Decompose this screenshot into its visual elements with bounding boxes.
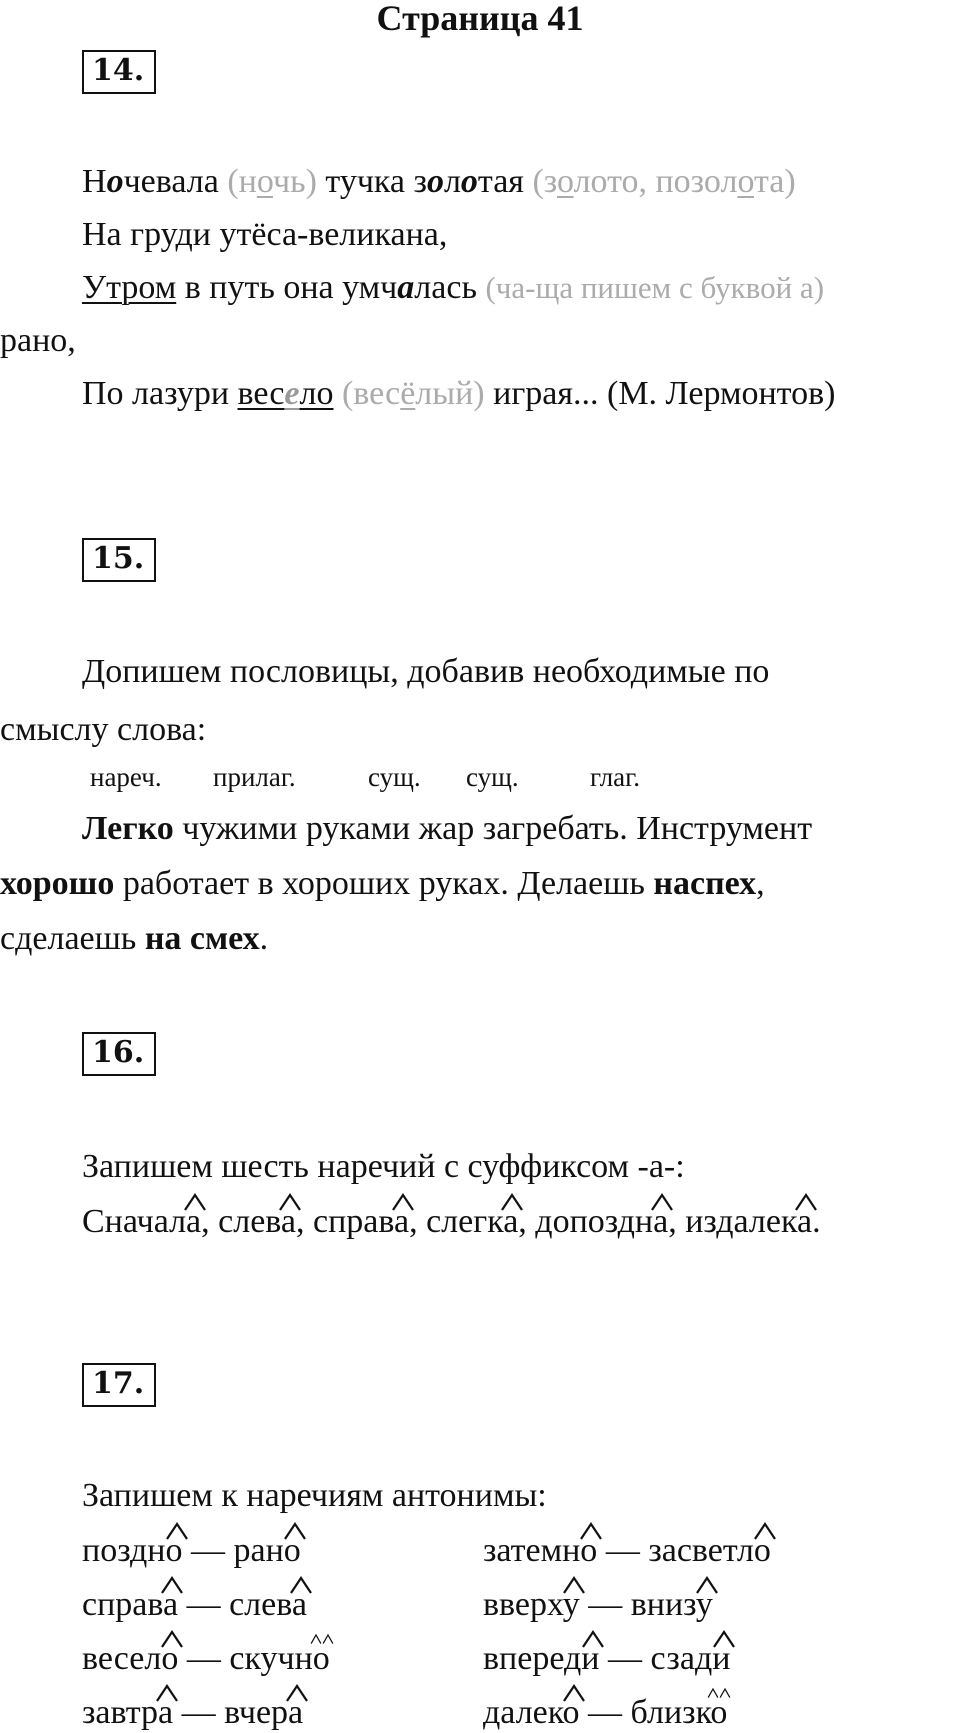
dash: — [173,1694,225,1731]
adverb-text: близко [630,1694,728,1731]
adverb-text: весело [82,1640,179,1677]
suffix-caret-icon [500,1192,524,1212]
adverb-word [82,1531,183,1571]
antonym-pair [82,1693,303,1733]
dash: — [178,1586,230,1623]
antonym-pair [483,1639,730,1679]
ex16-line-1: Запишем шесть наречий с суффиксом -а-: [82,1148,685,1185]
adverb-text: вверху [483,1586,580,1623]
adverb-text: впереди [483,1640,600,1677]
ex15-line-3: Легко чужими руками жар загребать. Инструмент [82,810,813,847]
adverb-word [631,1585,713,1625]
suffix-caret-icon [310,1629,334,1649]
part-of-speech-label: нареч. [90,762,162,792]
ex14-line-5: По лазури весело (весёлый) играя... (М. Лермонтов) [82,375,836,412]
dash: — [597,1532,649,1569]
adverb-word [82,1202,201,1242]
suffix-caret-icon [183,1192,207,1212]
part-of-speech-label: сущ. [368,762,421,792]
separator: , [409,1203,427,1240]
adverb-text: допоздна [535,1203,669,1240]
page-title: Страница 41 [376,0,584,38]
adverb-word [483,1693,580,1733]
dash: — [579,1586,631,1623]
adverb-text: справа [82,1586,179,1623]
adverb-word [82,1585,178,1625]
separator: , [668,1203,686,1240]
adverb-word [631,1693,728,1733]
suffix-caret-icon [562,1575,586,1595]
ex15-line-2: смыслу слова: [0,711,207,748]
antonym-pair [483,1531,771,1571]
adverb-text: засветло [648,1532,771,1569]
exercise-number-16: 16. [82,1032,156,1076]
antonym-pair [82,1531,301,1571]
dash: — [182,1532,234,1569]
ex14-line-3: Утром в путь она умчалась (ча-ща пишем с буквой а) [82,269,825,306]
suffix-caret-icon [155,1683,179,1703]
adverb-text: затемно [483,1532,598,1569]
adverb-text: справа [313,1203,410,1240]
suffix-caret-icon [283,1521,307,1541]
exercise-number-14: 14. [82,50,156,94]
suffix-caret-icon [391,1192,415,1212]
part-of-speech-label: глаг. [590,762,640,792]
ex15-line-5: сделаешь на смех. [0,920,269,957]
suffix-caret-icon [753,1521,777,1541]
part-of-speech-label: прилаг. [213,762,296,792]
adverb-word [229,1639,329,1679]
adverb-text: Сначала [82,1203,202,1240]
adverb-text: вчера [224,1694,304,1731]
adverb-text: поздно [82,1532,183,1569]
suffix-caret-icon [285,1683,309,1703]
ex14-line-4: рано, [0,322,76,359]
adverb-word [82,1639,178,1679]
suffix-caret-icon [165,1521,189,1541]
adverb-word [483,1639,599,1679]
adverb-text: слева [218,1203,297,1240]
adverb-text: рано [233,1532,301,1569]
adverb-word [218,1202,296,1242]
adverb-word [483,1585,580,1625]
adverb-text: сзади [650,1640,731,1677]
antonym-pair [483,1693,727,1733]
separator: . [812,1203,821,1240]
dash: — [178,1640,230,1677]
separator: , [201,1203,219,1240]
suffix-caret-icon [650,1192,674,1212]
ex14-line-1: Ночевала (ночь) тучка золотая (золото, позолота) [82,163,796,200]
antonym-pair [82,1585,307,1625]
part-of-speech-label: сущ. [466,762,519,792]
suffix-caret-icon [160,1575,184,1595]
adverb-word [685,1202,812,1242]
ex15-line-4: хорошо работает в хороших руках. Делаешь наспех, [0,865,765,902]
separator: , [518,1203,536,1240]
adverb-word [426,1202,518,1242]
adverb-word [650,1639,730,1679]
dash: — [579,1694,631,1731]
suffix-caret-icon [695,1575,719,1595]
adverb-text: слева [229,1586,307,1623]
adverb-word [82,1693,173,1733]
suffix-caret-icon [707,1683,731,1703]
adverb-word [224,1693,303,1733]
adverb-word [483,1531,597,1571]
suffix-caret-icon [579,1521,603,1541]
ex14-line-2: На груди утёса-великана, [82,216,448,253]
antonym-pair [82,1639,330,1679]
exercise-number-15: 15. [82,538,156,582]
adverb-word [234,1531,301,1571]
adverb-text: внизу [630,1586,713,1623]
ex16-adverb-list [82,1202,821,1242]
ex15-line-1: Допишем пословицы, добавив необходимые по [82,653,770,690]
adverb-text: скучно [229,1640,330,1677]
suffix-caret-icon [581,1629,605,1649]
adverb-text: слегка [426,1203,519,1240]
adverb-word [313,1202,409,1242]
adverb-text: издалека [685,1203,813,1240]
adverb-word [648,1531,771,1571]
adverb-text: далеко [483,1694,580,1731]
adverb-text: завтра [82,1694,174,1731]
suffix-caret-icon [562,1683,586,1703]
adverb-word [535,1202,668,1242]
dash: — [599,1640,651,1677]
suffix-caret-icon [160,1629,184,1649]
suffix-caret-icon [712,1629,736,1649]
ex17-line-1: Запишем к наречиям антонимы: [82,1477,547,1514]
exercise-number-17: 17. [82,1363,156,1407]
adverb-word [229,1585,307,1625]
antonym-pair [483,1585,713,1625]
suffix-caret-icon [278,1192,302,1212]
suffix-caret-icon [794,1192,818,1212]
separator: , [296,1203,314,1240]
suffix-caret-icon [289,1575,313,1595]
